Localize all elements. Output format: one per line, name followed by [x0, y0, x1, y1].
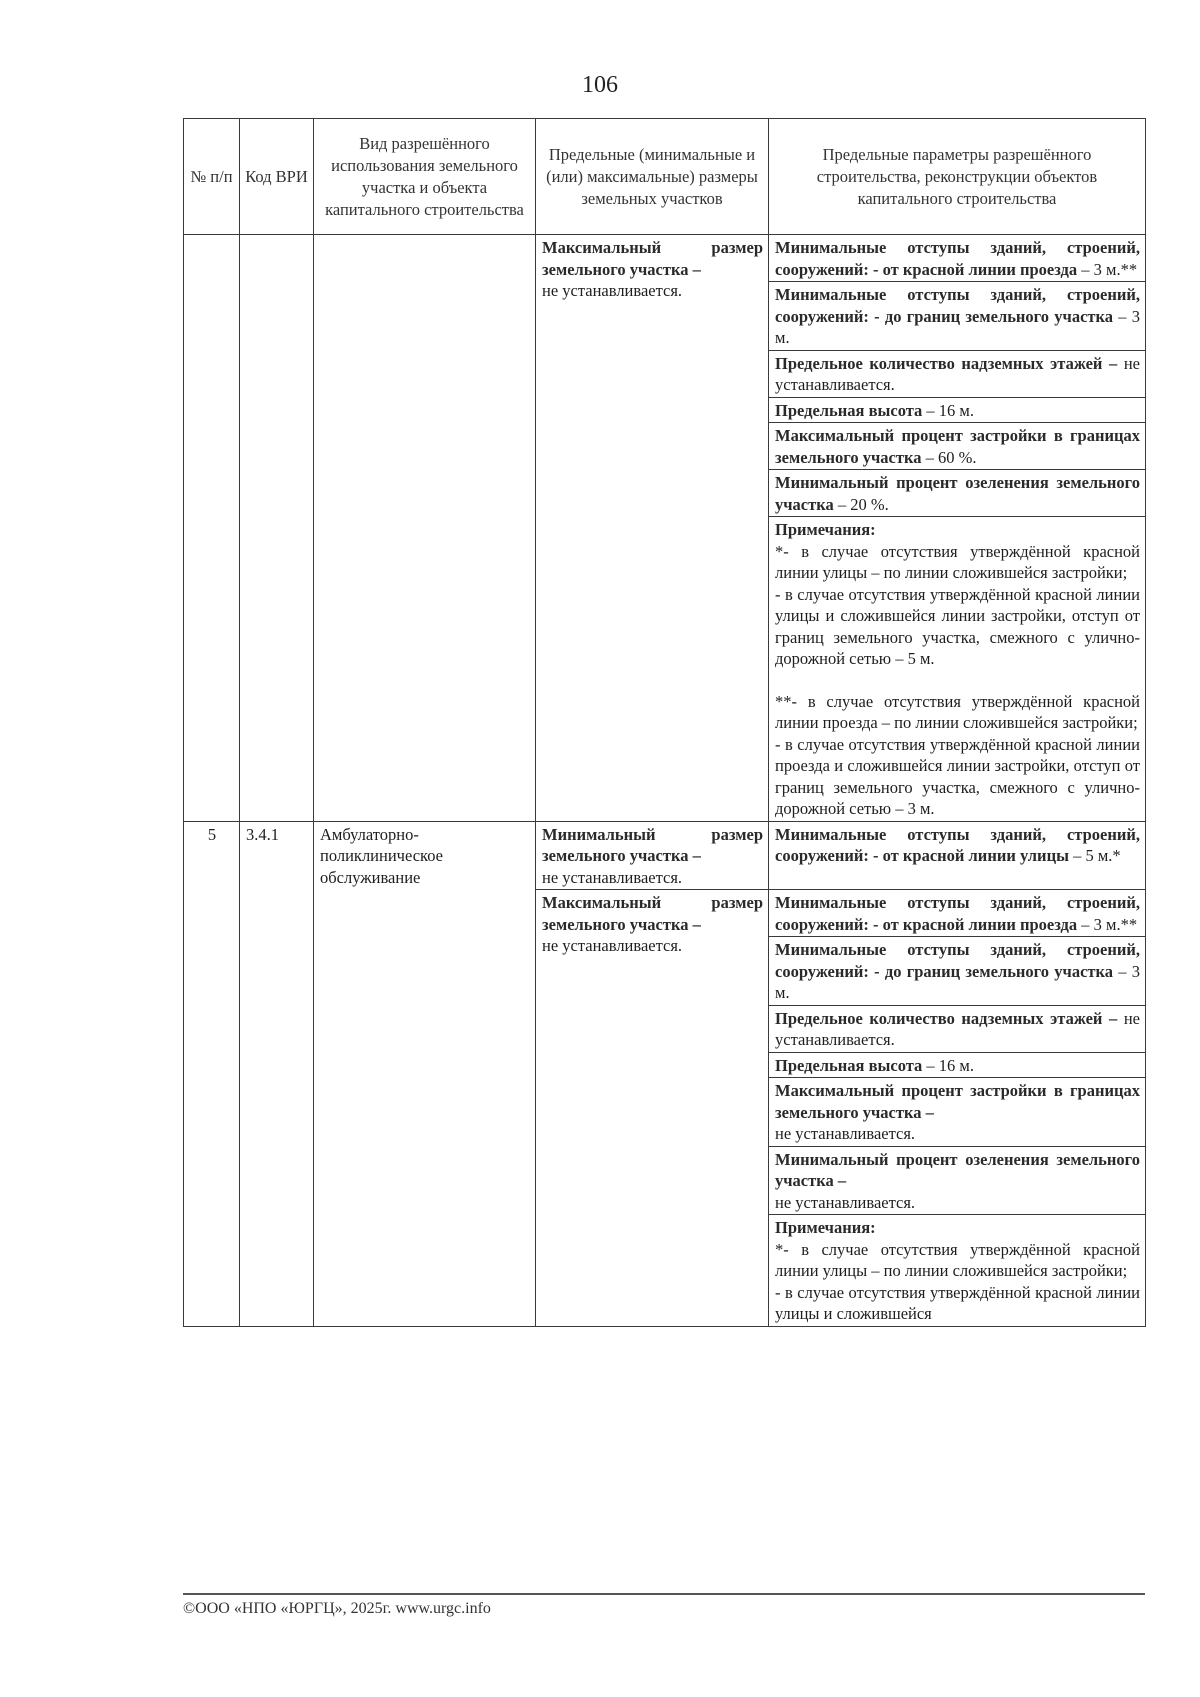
- param-item: Максимальный процент застройки в границах земельного участка – не устанавливается.: [769, 1078, 1145, 1147]
- cell-use-type: [314, 235, 536, 822]
- cell-number: 5: [184, 821, 240, 1326]
- note-line: *- в случае отсутствия утверждённой красной линии улицы – по линии сложившейся застройки;: [775, 541, 1140, 582]
- cell-number: [184, 235, 240, 822]
- note-line: **- в случае отсутствия утверждённой красной линии проезда – по линии сложившейся застройки;: [775, 691, 1140, 732]
- param-item: Минимальные отступы зданий, строений, сооружений: - до границ земельного участка – 3 м.: [769, 937, 1145, 1006]
- cell-params: [769, 821, 1146, 890]
- table-header-row: [184, 119, 1146, 235]
- plot-size-label: Минимальный размер земельного участка –: [542, 824, 763, 865]
- cell-plot-size: [536, 821, 769, 890]
- cell-code: 3.4.1: [240, 821, 314, 1326]
- footer-copyright: ©ООО «НПО «ЮРГЦ», 2025г. www.urgc.info: [183, 1600, 491, 1617]
- regulations-table: [183, 118, 1146, 1327]
- notes: [769, 517, 1145, 821]
- cell-code: [240, 235, 314, 822]
- header-use-type: Вид разрешённого использования земельного участка и объекта капитального строительства: [314, 119, 536, 235]
- footer-divider: [183, 1593, 1145, 1595]
- plot-size-value: не устанавливается.: [542, 867, 683, 887]
- param-item: Минимальные отступы зданий, строений, сооружений: - от красной линии проезда – 3 м.**: [769, 890, 1145, 937]
- table-row: [184, 821, 1146, 890]
- notes: [769, 1215, 1145, 1326]
- cell-plot-size: [536, 235, 769, 822]
- param-item: Предельная высота – 16 м.: [769, 1053, 1145, 1079]
- param-item: Минимальные отступы зданий, строений, сооружений: - до границ земельного участка – 3 м.: [769, 282, 1145, 351]
- param-item: Предельное количество надземных этажей – не устанавливается.: [769, 351, 1145, 398]
- header-params: Предельные параметры разрешённого строительства, реконструкции объектов капитального строительства: [769, 119, 1146, 235]
- cell-params: [769, 890, 1146, 1327]
- note-line: - в случае отсутствия утверждённой красной линии улицы и сложившейся линии застройки, отступ от границ земельного участка, смежного с улично-дорожной сетью – 5 м.: [775, 584, 1140, 668]
- header-number: № п/п: [184, 119, 240, 235]
- cell-plot-size: [536, 890, 769, 1327]
- note-line: - в случае отсутствия утверждённой красной линии проезда и сложившейся линии застройки, отступ от границ земельного участка, смежного с улично-дорожной сетью – 3 м.: [775, 734, 1140, 818]
- param-item: Предельное количество надземных этажей – не устанавливается.: [769, 1006, 1145, 1053]
- param-item: Предельная высота – 16 м.: [769, 398, 1145, 424]
- plot-size-value: не устанавливается.: [542, 281, 683, 300]
- cell-use-type: Амбулаторно-поликлиническое обслуживание: [314, 821, 536, 1326]
- param-item: Минимальные отступы зданий, строений, сооружений: - от красной линии проезда – 3 м.**: [769, 235, 1145, 282]
- note-line: *- в случае отсутствия утверждённой красной линии улицы – по линии сложившейся застройки;: [775, 1239, 1140, 1280]
- param-item: Максимальный процент застройки в границах земельного участка – 60 %.: [769, 423, 1145, 470]
- page-number: 106: [582, 72, 618, 98]
- header-plot-size: Предельные (минимальные и (или) максимальные) размеры земельных участков: [536, 119, 769, 235]
- header-code: Код ВРИ: [240, 119, 314, 235]
- cell-params: [769, 235, 1146, 822]
- param-item: Минимальные отступы зданий, строений, сооружений: - от красной линии улицы – 5 м.*: [775, 824, 1140, 865]
- note-line: - в случае отсутствия утверждённой красной линии улицы и сложившейся: [775, 1282, 1140, 1323]
- plot-size-label: Максимальный размер земельного участка –: [542, 893, 763, 934]
- table-row: [184, 235, 1146, 822]
- notes-title: Примечания:: [775, 520, 876, 539]
- notes-title: Примечания:: [775, 1218, 876, 1237]
- plot-size-value: не устанавливается.: [542, 936, 683, 955]
- param-item: Минимальный процент озеленения земельного участка – не устанавливается.: [769, 1147, 1145, 1216]
- plot-size-label: Максимальный размер земельного участка –: [542, 238, 763, 279]
- param-item: Минимальный процент озеленения земельного участка – 20 %.: [769, 470, 1145, 517]
